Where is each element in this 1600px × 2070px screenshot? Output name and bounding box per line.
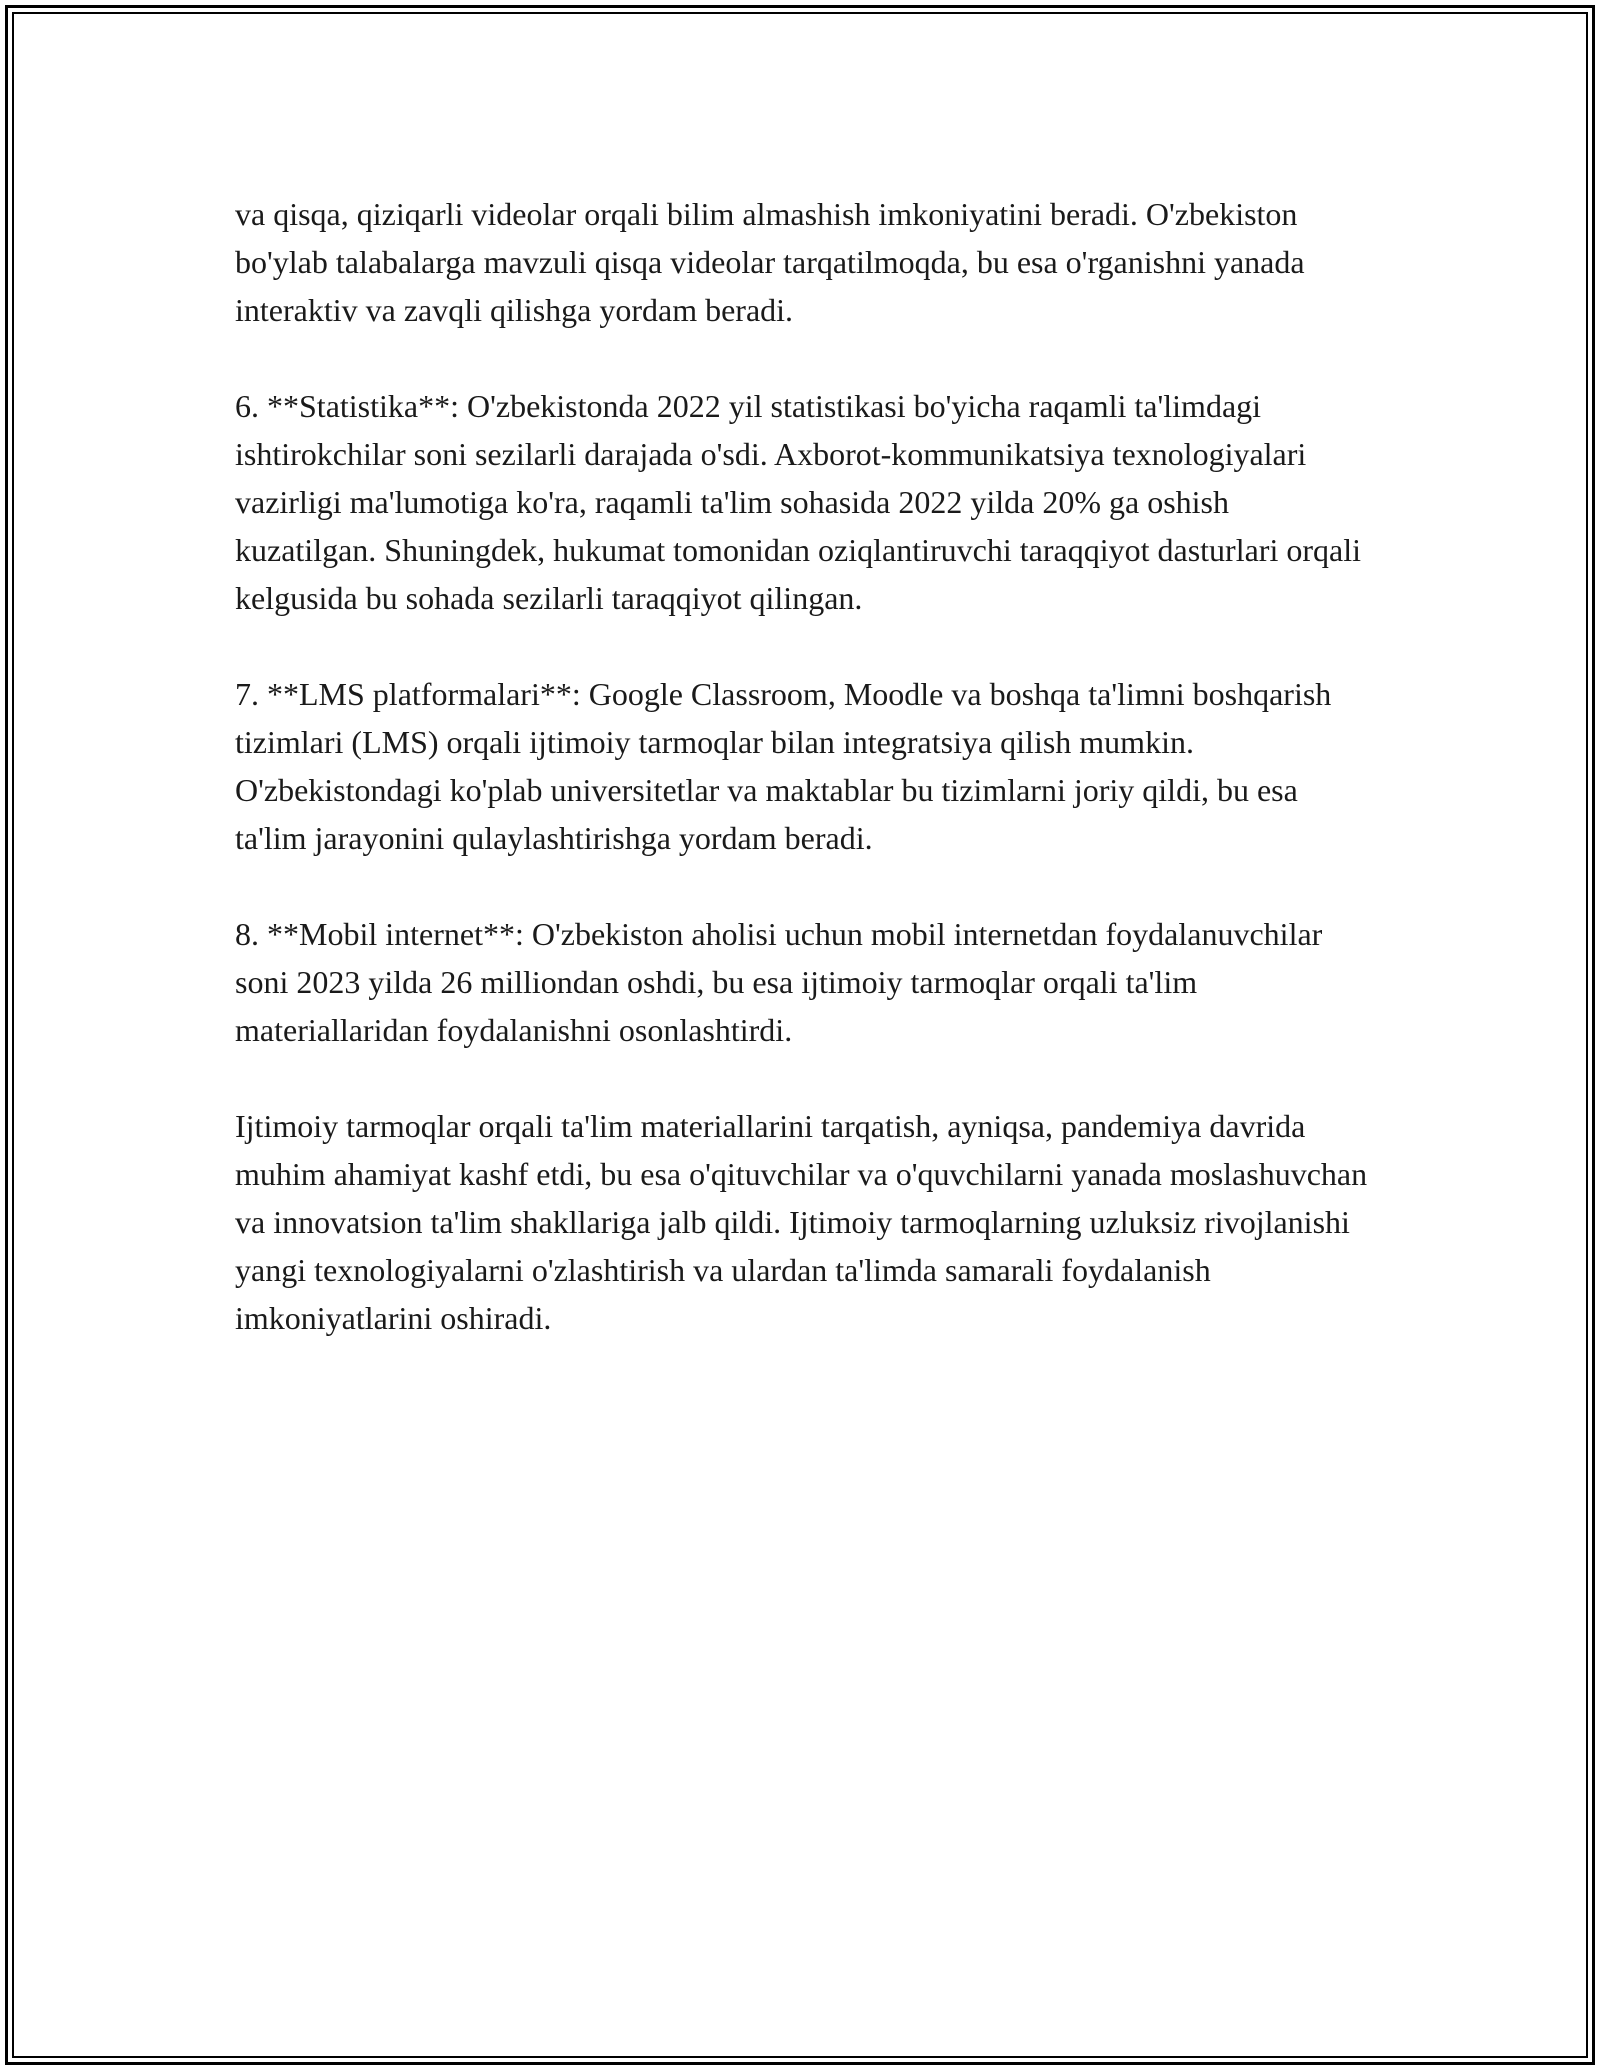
document-body [235,190,1370,1342]
paragraph-mobil-internet: 8. **Mobil internet**: O'zbekiston aholisi uchun mobil internetdan foydalanuvchilar soni 2023 yilda 26 milliondan oshdi, bu esa ijtimoiy tarmoqlar orqali ta'lim materiallaridan foydalanishni osonlashtirdi. [235,916,1323,1048]
paragraph-conclusion: Ijtimoiy tarmoqlar orqali ta'lim materiallarini tarqatish, ayniqsa, pandemiya davrida muhim ahamiyat kashf etdi, bu esa o'qituvchilar va o'quvchilarni yanada moslashuvchan va innovatsion ta'lim shakllariga jalb qildi. Ijtimoiy tarmoqlarning uzluksiz rivojlanishi yangi texnologiyalarni o'zlashtirish va ulardan ta'limda samarali foydalanish imkoniyatlarini oshiradi. [235,1108,1368,1336]
paragraph-lms-platformalari: 7. **LMS platformalari**: Google Classroom, Moodle va boshqa ta'limni boshqarish tizimlari (LMS) orqali ijtimoiy tarmoqlar bilan integratsiya qilish mumkin. O'zbekistondagi ko'plab universitetlar va maktablar bu tizimlarni joriy qildi, bu esa ta'lim jarayonini qulaylashtirishga yordam beradi. [235,676,1332,856]
paragraph-intro-continuation: va qisqa, qiziqarli videolar orqali bilim almashish imkoniyatini beradi. O'zbekiston bo'ylab talabalarga mavzuli qisqa videolar tarqatilmoqda, bu esa o'rganishni yanada interaktiv va zavqli qilishga yordam beradi. [235,196,1305,328]
paragraph-statistika: 6. **Statistika**: O'zbekistonda 2022 yil statistikasi bo'yicha raqamli ta'limdagi ishtirokchilar soni sezilarli darajada o'sdi. Axborot-kommunikatsiya texnologiyalari vazirligi ma'lumotiga ko'ra, raqamli ta'lim sohasida 2022 yilda 20% ga oshish kuzatilgan. Shuningdek, hukumat tomonidan oziqlantiruvchi taraqqiyot dasturlari orqali kelgusida bu sohada sezilarli taraqqiyot qilingan. [235,388,1361,616]
